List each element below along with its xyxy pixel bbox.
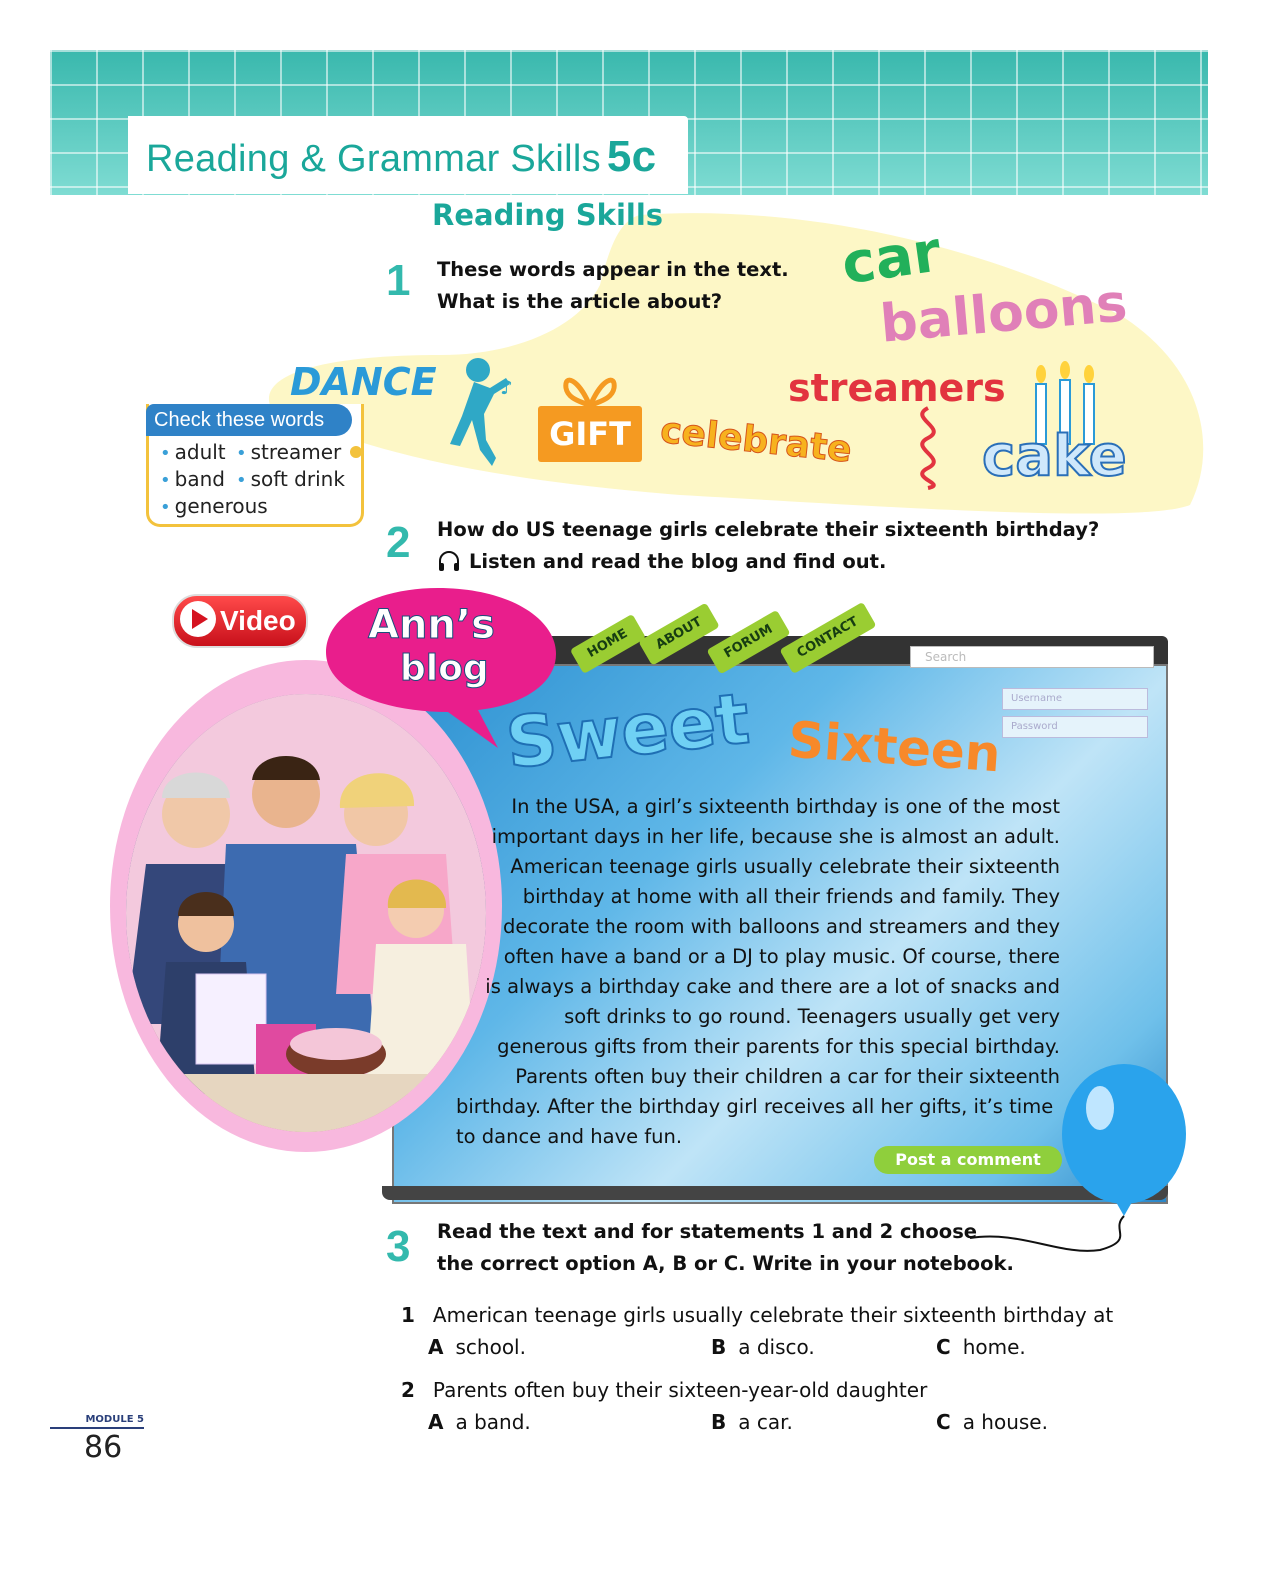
- tab-about[interactable]: ABOUT: [638, 602, 720, 665]
- exercise-2-instruction: [437, 514, 1099, 578]
- question-1-option-c[interactable]: C home.: [936, 1335, 1026, 1359]
- blog-title-sixteen: Sixteen: [786, 710, 1003, 784]
- check-word-item: • band: [160, 467, 225, 491]
- exercise-3-line1: Read the text and for statements 1 and 2 choose: [437, 1220, 978, 1243]
- blog-name-line2: blog: [400, 648, 489, 689]
- blog-text-line: is always a birthday cake and there are a lot of snacks and: [485, 975, 1060, 998]
- question-2-option-c[interactable]: C a house.: [936, 1410, 1048, 1434]
- check-words-title: Check these words: [146, 404, 352, 436]
- exercise-3-line2: the correct option A, B or C. Write in your notebook.: [437, 1252, 1014, 1275]
- lesson-code: 5c: [606, 132, 657, 181]
- word-art-streamers: streamers: [788, 366, 1006, 410]
- blog-text-line: Parents often buy their children a car for their sixteenth: [515, 1065, 1060, 1088]
- question-number: 2: [401, 1378, 415, 1402]
- family-party-photo: [126, 694, 486, 1132]
- play-icon: [180, 601, 216, 637]
- video-button[interactable]: [172, 594, 308, 648]
- blog-text-line: soft drinks to go round. Teenagers usually get very: [564, 1005, 1060, 1028]
- exercise-2-line1: How do US teenage girls celebrate their sixteenth birthday?: [437, 518, 1100, 541]
- question-1-option-b[interactable]: B a disco.: [711, 1335, 815, 1359]
- question-number: 1: [401, 1303, 415, 1327]
- exercise-2-line2-wrap: [437, 546, 1099, 578]
- check-word-item: • streamer: [236, 440, 342, 464]
- blog-text-line: generous gifts from their parents for this special birthday.: [497, 1035, 1060, 1058]
- tab-home[interactable]: HOME: [570, 614, 646, 674]
- search-input[interactable]: Search: [910, 646, 1154, 668]
- word-art-cake: cake: [982, 424, 1127, 489]
- page-title-text: Reading & Grammar Skills: [146, 138, 601, 180]
- check-words-dot: [350, 446, 362, 458]
- blog-text-line: to dance and have fun.: [456, 1125, 683, 1148]
- exercise-1-line1: These words appear in the text.: [437, 258, 789, 281]
- question-2: [401, 1378, 927, 1402]
- word-art-car: car: [837, 219, 945, 298]
- blog-text-line: birthday at home with all their friends and family. They: [522, 885, 1060, 908]
- tab-forum[interactable]: FORUM: [706, 610, 791, 675]
- tab-contact[interactable]: CONTACT: [779, 602, 876, 674]
- exercise-2-line2: Listen and read the blog and find out.: [469, 550, 887, 573]
- question-stem: Parents often buy their sixteen-year-old daughter: [432, 1378, 928, 1402]
- blog-name-line1: Ann’s: [368, 602, 495, 648]
- blog-text-line: American teenage girls usually celebrate their sixteenth: [510, 855, 1060, 878]
- question-stem: American teenage girls usually celebrate their sixteenth birthday at: [432, 1303, 1114, 1327]
- blog-text-line: important days in her life, because she is almost an adult.: [491, 825, 1060, 848]
- dancer-icon: [434, 354, 518, 472]
- family-photo-illustration: [126, 694, 486, 1132]
- headphones-icon: [437, 550, 461, 572]
- exercise-3-number: 3: [386, 1222, 411, 1271]
- page-number: 86: [84, 1430, 123, 1465]
- check-word-item: • adult: [160, 440, 226, 464]
- word-art-celebrate: celebrate: [658, 410, 854, 471]
- exercise-1-instruction: [437, 254, 789, 318]
- exercise-1-number: 1: [386, 256, 411, 305]
- post-comment-button[interactable]: Post a comment: [874, 1146, 1062, 1174]
- exercise-1-line2: What is the article about?: [437, 290, 723, 313]
- section-heading: Reading Skills: [432, 198, 664, 232]
- word-art-dance: DANCE: [290, 360, 437, 404]
- blog-text-line: In the USA, a girl’s sixteenth birthday is one of the most: [511, 795, 1060, 818]
- exercise-3-instruction: [437, 1216, 1014, 1280]
- page-title: [146, 132, 656, 182]
- streamer-icon: [898, 404, 958, 490]
- word-art-balloons: balloons: [877, 273, 1130, 355]
- blog-text-line: birthday. After the birthday girl receives all her gifts, it’s time: [456, 1095, 1054, 1118]
- question-2-option-b[interactable]: B a car.: [711, 1410, 793, 1434]
- check-word-item: • generous: [160, 494, 268, 518]
- username-field[interactable]: Username: [1002, 688, 1148, 710]
- blog-title-sweet: Sweet: [502, 677, 754, 785]
- word-art-gift: GIFT: [538, 406, 642, 462]
- blog-text-line: decorate the room with balloons and streamers and they: [502, 915, 1060, 938]
- video-button-label: Video: [220, 605, 296, 636]
- password-field[interactable]: Password: [1002, 716, 1148, 738]
- exercise-2-number: 2: [386, 518, 411, 567]
- check-word-item: • soft drink: [236, 467, 345, 491]
- blog-text-line: often have a band or a DJ to play music. Of course, there: [503, 945, 1060, 968]
- module-label: MODULE 5: [50, 1414, 144, 1429]
- question-1: [401, 1303, 1113, 1327]
- svg-text:♪: ♪: [500, 375, 513, 399]
- question-1-option-a[interactable]: A school.: [428, 1335, 526, 1359]
- gift-bow-icon: [558, 368, 622, 408]
- question-2-option-a[interactable]: A a band.: [428, 1410, 531, 1434]
